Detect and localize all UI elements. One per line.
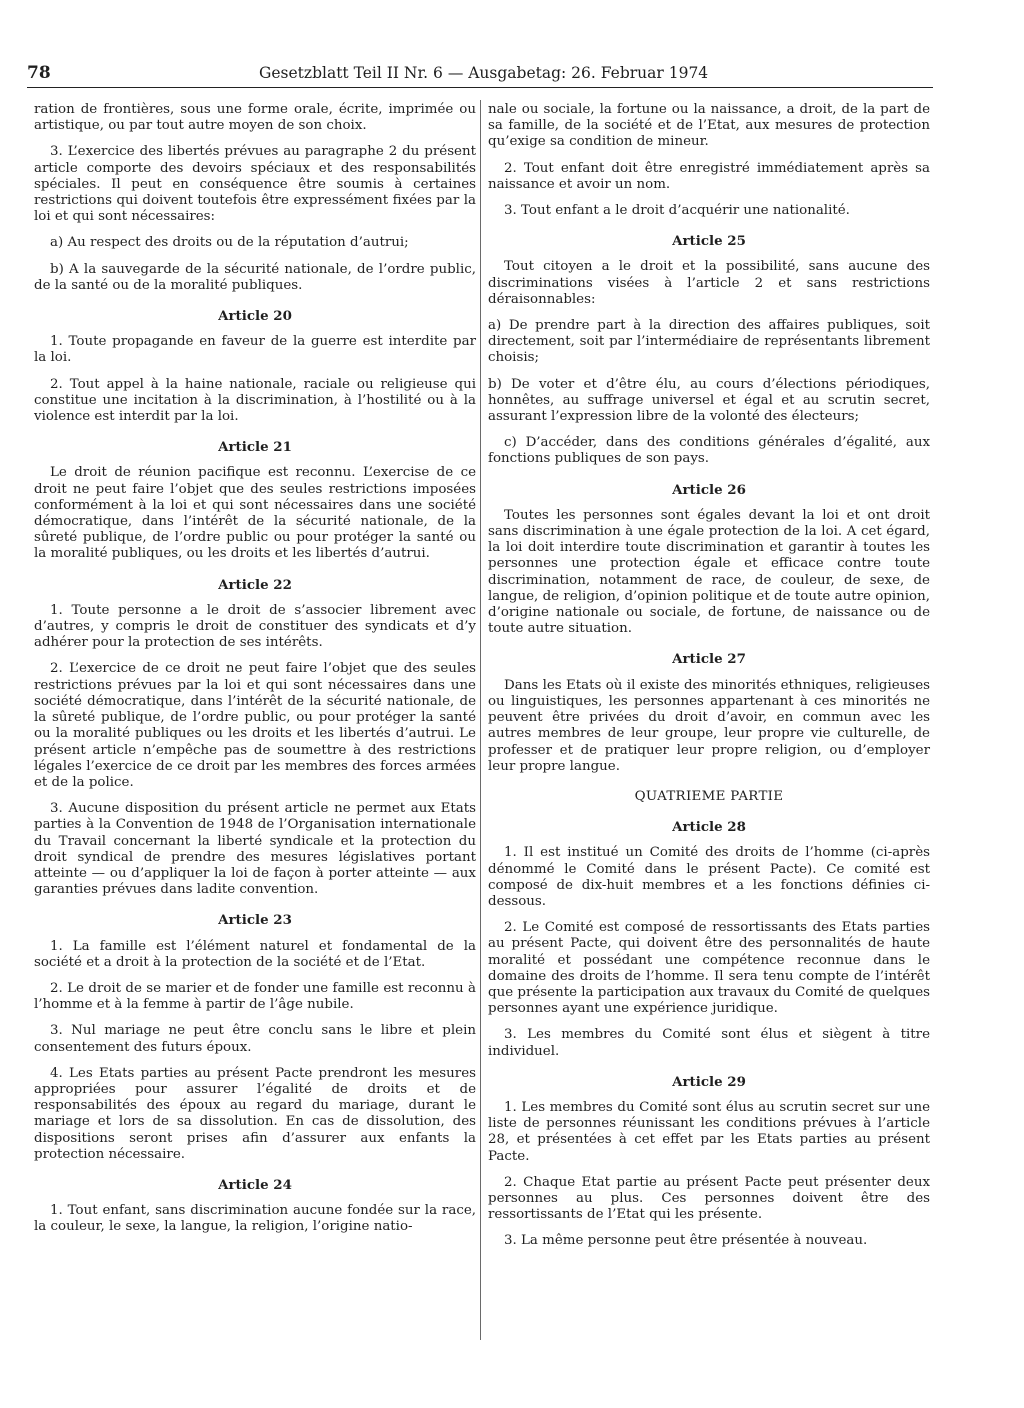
article-heading: Article 27 <box>672 651 746 668</box>
paragraph: a) Au respect des droits ou de la réputation d’autrui; <box>50 235 409 251</box>
paragraph: 1. Les membres du Comité sont élus au scrutin secret sur une liste de personnes réunissant les conditions prévues à l’article 28, et présentées à cet effet par les Etats parties au présent Pacte. <box>488 1099 930 1164</box>
page-number: 78 <box>27 63 51 83</box>
paragraph: c) D’accéder, dans des conditions générales d’égalité, aux fonctions publiques de son pays. <box>488 435 930 467</box>
article-heading: Article 26 <box>672 481 746 498</box>
paragraph: 2. L’exercice de ce droit ne peut faire l’objet que des seules restrictions prévues par la loi et qui sont nécessaires dans une société démocratique, dans l’intérêt de la sécurité nationale, de la sûreté publique, de l’ordre public, ou pour protéger la santé ou la moralité publiques ou les droits et les libertés d’autrui. Le présent article n’empêche pas de soumettre à des restrictions légales l’exercice de ce droit par les membres des forces armées et de la police. <box>34 661 476 790</box>
running-title: Gesetzblatt Teil II Nr. 6 — Ausgabetag: 26. Februar 1974 <box>259 64 709 82</box>
part-heading: QUATRIEME PARTIE <box>634 788 784 804</box>
paragraph: 1. La famille est l’élément naturel et fondamental de la société et a droit à la protection de la société et de l’Etat. <box>34 938 476 970</box>
article-heading: Article 25 <box>672 233 746 250</box>
paragraph: nale ou sociale, la fortune ou la naissance, a droit, de la part de sa famille, de la société et de l’Etat, aux mesures de protection qu’exige sa condition de mineur. <box>488 102 930 150</box>
article-heading: Article 24 <box>218 1176 292 1193</box>
paragraph: 3. Nul mariage ne peut être conclu sans le libre et plein consentement des futurs époux. <box>34 1023 476 1055</box>
column-divider <box>480 100 481 1340</box>
paragraph: 3. L’exercice des libertés prévues au paragraphe 2 du présent article comporte des devoirs spéciaux et des responsabilités spéciales. Il peut en conséquence être soumis à certaines restrictions qui doivent toutefois être expressément fixées par la loi et qui sont nécessaires: <box>34 144 476 225</box>
paragraph: 4. Les Etats parties au présent Pacte prendront les mesures appropriées pour assurer l’égalité de droits et de responsabilités des époux au regard du mariage, durant le mariage et lors de sa dissolution. En cas de dissolution, des dispositions seront prises afin d’assurer aux enfants la protection nécessaire. <box>34 1065 476 1162</box>
left-column <box>34 102 476 1246</box>
paragraph: Le droit de réunion pacifique est reconnu. L’exercise de ce droit ne peut faire l’objet que des seules restrictions imposées conformément à la loi et qui sont nécessaires dans une société démocratique, dans l’intérêt de la sécurité nationale, de la sûreté publique, de l’ordre public ou pour protéger la santé ou la moralité publiques, ou les droits et les libertés d’autrui. <box>34 465 476 562</box>
article-heading: Article 22 <box>218 576 292 593</box>
paragraph: 2. Le Comité est composé de ressortissants des Etats parties au présent Pacte, qui doivent être des personnalités de haute moralité et possédant une compétence reconnue dans le domaine des droits de l’homme. Il sera tenu compte de l’intérêt que présente la participation aux travaux du Comité de quelques personnes ayant une expérience juridique. <box>488 920 930 1017</box>
paragraph: b) De voter et d’être élu, au cours d’élections périodiques, honnêtes, au suffrage universel et égal et au scrutin secret, assurant l’expression libre de la volonté des électeurs; <box>488 376 930 425</box>
article-heading: Article 20 <box>218 308 292 325</box>
paragraph: Toutes les personnes sont égales devant la loi et ont droit sans discrimination à une égale protection de la loi. A cet égard, la loi doit interdire toute discrimination et garantir à toutes les personnes une protection égale et efficace contre toute discrimination, notamment de race, de couleur, de sexe, de langue, de religion, d’opinion politique et de toute autre opinion, d’origine nationale ou sociale, de fortune, de naissance ou de toute autre situation. <box>488 507 930 637</box>
paragraph: 1. Tout enfant, sans discrimination aucune fondée sur la race, la couleur, le sexe, la langue, la religion, l’origine natio- <box>34 1203 476 1235</box>
paragraph: 3. Aucune disposition du présent article ne permet aux Etats parties à la Convention de 1948 de l’Organisation internationale du Travail concernant la liberté syndicale et la protection du droit syndical de prendre des mesures législatives portant atteinte — ou d’appliquer la loi de façon à porter atteinte — aux garanties prévues dans ladite convention. <box>34 801 476 898</box>
paragraph: 3. La même personne peut être présentée à nouveau. <box>504 1233 868 1249</box>
paragraph: a) De prendre part à la direction des affaires publiques, soit directement, soit par l’intermédiaire de représentants librement choisis; <box>488 318 930 366</box>
paragraph: 1. Toute personne a le droit de s’associer librement avec d’autres, y compris le droit de constituer des syndicats et d’y adhérer pour la protection de ses intérêts. <box>34 602 476 651</box>
article-heading: Article 21 <box>218 439 292 456</box>
paragraph: 1. Il est institué un Comité des droits de l’homme (ci-après dénommé le Comité dans le présent Pacte). Ce comité est composé de dix-huit membres et a les fonctions définies ci-dessous. <box>488 845 930 909</box>
article-heading: Article 23 <box>218 912 292 929</box>
paragraph: Dans les Etats où il existe des minorités ethniques, religieuses ou linguistiques, les personnes appartenant à ces minorités ne peuvent être privées du droit d’avoir, en commun avec les autres membres de leur groupe, leur propre vie culturelle, de professer et de pratiquer leur propre religion, ou d’employer leur propre langue. <box>488 677 930 774</box>
paragraph: 2. Tout appel à la haine nationale, raciale ou religieuse qui constitue une incitation à la discrimination, à l’hostilité ou à la violence est interdit par la loi. <box>34 376 476 425</box>
paragraph: b) A la sauvegarde de la sécurité nationale, de l’ordre public, de la santé ou de la moralité publiques. <box>34 261 476 293</box>
paragraph: 3. Tout enfant a le droit d’acquérir une nationalité. <box>504 203 850 219</box>
right-column <box>488 102 930 1260</box>
paragraph: 2. Le droit de se marier et de fonder une famille est reconnu à l’homme et à la femme à partir de l’âge nubile. <box>34 980 476 1013</box>
article-heading: Article 29 <box>672 1073 746 1090</box>
page-header <box>27 63 933 88</box>
paragraph: 2. Tout enfant doit être enregistré immédiatement après sa naissance et avoir un nom. <box>488 160 930 192</box>
paragraph: 3. Les membres du Comité sont élus et siègent à titre individuel. <box>488 1027 930 1059</box>
paragraph: 2. Chaque Etat partie au présent Pacte peut présenter deux personnes au plus. Ces personnes doivent être des ressortissants de l’Etat qui les présente. <box>488 1174 930 1223</box>
article-heading: Article 28 <box>672 819 746 836</box>
paragraph: ration de frontières, sous une forme orale, écrite, imprimée ou artistique, ou par tout autre moyen de son choix. <box>34 102 476 134</box>
paragraph: Tout citoyen a le droit et la possibilité, sans aucune des discriminations visées à l’article 2 et sans restrictions déraisonnables: <box>488 259 930 307</box>
paragraph: 1. Toute propagande en faveur de la guerre est interdite par la loi. <box>34 334 476 366</box>
